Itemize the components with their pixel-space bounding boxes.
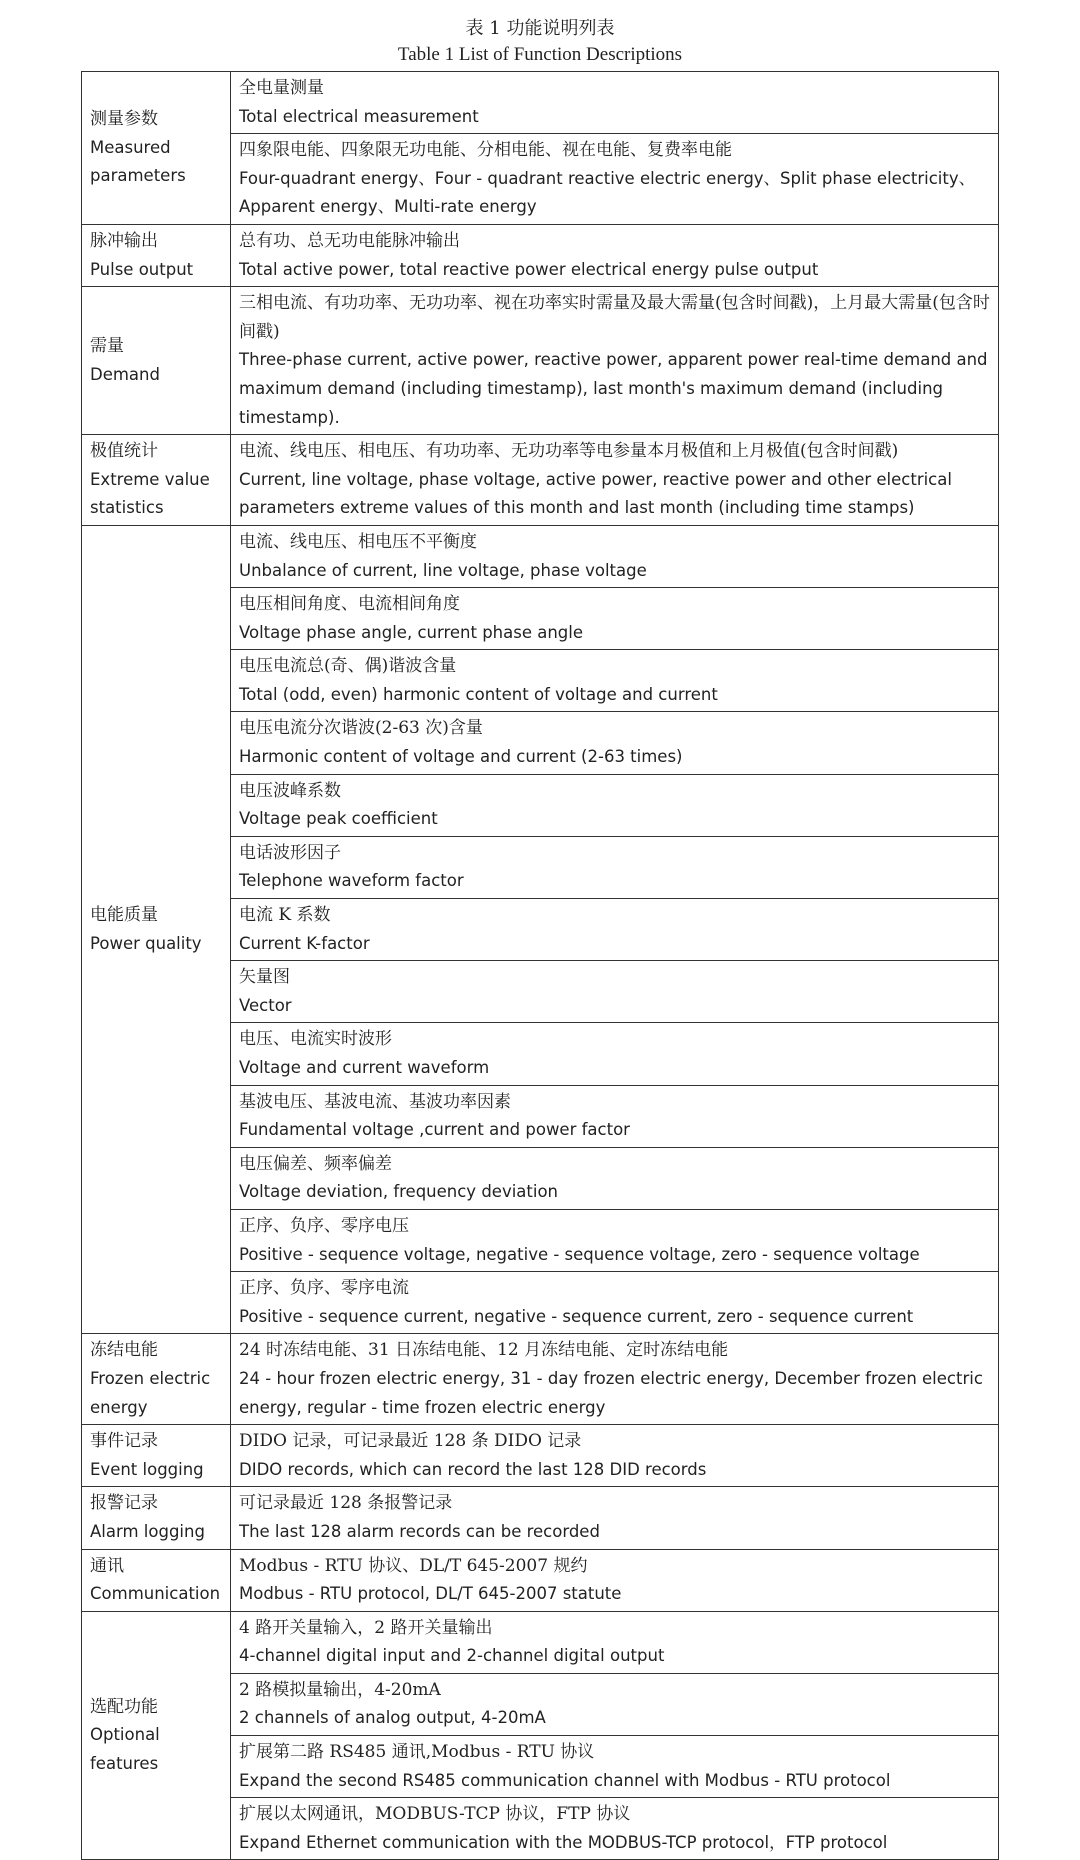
table-row bbox=[82, 1611, 999, 1673]
category-cn: 测量参数 bbox=[90, 109, 158, 130]
description-cell bbox=[231, 224, 999, 286]
description-cell bbox=[231, 650, 999, 712]
category-en: Event logging bbox=[90, 1459, 204, 1479]
description-cn: 全电量测量 bbox=[239, 78, 324, 98]
category-en: Frozen electric energy bbox=[90, 1368, 211, 1417]
category-en: Pulse output bbox=[90, 259, 194, 279]
description-cell bbox=[231, 1023, 999, 1085]
category-cell bbox=[82, 1425, 231, 1487]
category-cell bbox=[82, 224, 231, 286]
description-en: Vector bbox=[239, 995, 292, 1015]
description-cn: Modbus - RTU 协议、DL/T 645-2007 规约 bbox=[239, 1555, 588, 1576]
description-cell bbox=[231, 588, 999, 650]
description-en: Modbus - RTU protocol, DL/T 645-2007 statute bbox=[239, 1584, 622, 1604]
category-cell bbox=[82, 287, 231, 435]
table-title-en: Table 1 List of Function Descriptions bbox=[397, 44, 683, 65]
description-cell bbox=[231, 1425, 999, 1487]
table-row bbox=[82, 72, 999, 134]
description-cn: 三相电流、有功功率、无功功率、视在功率实时需量及最大需量(包含时间戳)，上月最大需量(包含时间戳) bbox=[239, 293, 990, 342]
category-en: Communication bbox=[90, 1584, 221, 1604]
description-cell bbox=[231, 1147, 999, 1209]
table-row bbox=[82, 287, 999, 435]
table-row bbox=[82, 1334, 999, 1425]
description-en: Harmonic content of voltage and current (2-63 times) bbox=[239, 747, 683, 767]
category-cn: 极值统计 bbox=[90, 441, 158, 462]
description-en: Expand Ethernet communication with the MODBUS-TCP protocol，FTP protocol bbox=[239, 1832, 888, 1852]
table-title-cn: 表 1 功能说明列表 bbox=[465, 18, 615, 39]
category-en: Alarm logging bbox=[90, 1521, 205, 1541]
category-cell bbox=[82, 72, 231, 225]
table-row bbox=[82, 224, 999, 286]
description-en: Total active power, total reactive power electrical energy pulse output bbox=[239, 259, 819, 279]
category-cn: 需量 bbox=[90, 336, 124, 357]
description-en: 24 - hour frozen electric energy, 31 - day frozen electric energy, December frozen electric energy, regular - time frozen electric energy bbox=[239, 1368, 983, 1417]
category-en: Measured parameters bbox=[90, 137, 186, 186]
description-cn: 可记录最近 128 条报警记录 bbox=[239, 1493, 453, 1514]
category-cn: 报警记录 bbox=[90, 1493, 158, 1514]
description-cell bbox=[231, 899, 999, 961]
description-en: Total (odd, even) harmonic content of voltage and current bbox=[239, 684, 718, 704]
description-cell bbox=[231, 1272, 999, 1334]
description-cn: 矢量图 bbox=[239, 967, 290, 988]
description-cell bbox=[231, 961, 999, 1023]
table-row bbox=[82, 1549, 999, 1611]
description-cn: 四象限电能、四象限无功电能、分相电能、视在电能、复费率电能 bbox=[239, 140, 732, 161]
category-cn: 事件记录 bbox=[90, 1431, 158, 1452]
category-en: Demand bbox=[90, 364, 160, 384]
description-en: Unbalance of current, line voltage, phase voltage bbox=[239, 560, 647, 580]
description-cn: 电压偏差、频率偏差 bbox=[239, 1153, 392, 1174]
description-en: Voltage and current waveform bbox=[239, 1058, 490, 1077]
description-en: Four-quadrant energy、Four - quadrant reactive electric energy、Split phase electricity、Apparent energy、Multi-rate energy bbox=[239, 168, 976, 217]
description-cell bbox=[231, 435, 999, 526]
description-en: Total electrical measurement bbox=[239, 106, 479, 126]
description-cn: 24 时冻结电能、31 日冻结电能、12 月冻结电能、定时冻结电能 bbox=[239, 1340, 729, 1361]
table-row bbox=[82, 525, 999, 587]
description-cell bbox=[231, 1487, 999, 1549]
category-cn: 选配功能 bbox=[90, 1696, 158, 1717]
description-cell bbox=[231, 1798, 999, 1860]
description-cell bbox=[231, 525, 999, 587]
description-cell bbox=[231, 774, 999, 836]
description-cell bbox=[231, 1611, 999, 1673]
category-cn: 电能质量 bbox=[90, 905, 158, 926]
description-cn: 电流、线电压、相电压、有功功率、无功功率等电参量本月极值和上月极值(包含时间戳) bbox=[239, 441, 899, 462]
category-cell bbox=[82, 435, 231, 526]
description-en: 2 channels of analog output, 4-20mA bbox=[239, 1708, 546, 1728]
description-cn: 扩展第二路 RS485 通讯,Modbus - RTU 协议 bbox=[239, 1742, 595, 1763]
description-cell bbox=[231, 1549, 999, 1611]
description-cn: DIDO 记录，可记录最近 128 条 DIDO 记录 bbox=[239, 1431, 582, 1452]
category-en: Optional features bbox=[90, 1725, 160, 1773]
description-cell bbox=[231, 1673, 999, 1735]
description-en: 4-channel digital input and 2-channel digital output bbox=[239, 1646, 665, 1666]
category-cell bbox=[82, 1334, 231, 1425]
table-row bbox=[82, 1425, 999, 1487]
description-en: Voltage phase angle, current phase angle bbox=[239, 622, 584, 642]
description-en: Three-phase current, active power, reactive power, apparent power real-time demand and maximum demand (including timestamp), last month's maximum demand (including timestamp). bbox=[239, 350, 988, 427]
category-cell bbox=[82, 1549, 231, 1611]
description-cell bbox=[231, 712, 999, 774]
description-en: Telephone waveform factor bbox=[239, 871, 464, 891]
category-en: Power quality bbox=[90, 933, 202, 953]
description-cn: 2 路模拟量输出，4-20mA bbox=[239, 1679, 441, 1700]
category-cell bbox=[82, 1611, 231, 1860]
description-en: Voltage deviation, frequency deviation bbox=[239, 1182, 559, 1202]
description-cn: 电压电流总(奇、偶)谐波含量 bbox=[239, 656, 457, 677]
description-cn: 电压、电流实时波形 bbox=[239, 1029, 392, 1050]
description-cn: 扩展以太网通讯，MODBUS-TCP 协议，FTP 协议 bbox=[239, 1804, 631, 1825]
description-en: Expand the second RS485 communication channel with Modbus - RTU protocol bbox=[239, 1770, 891, 1790]
description-cell bbox=[231, 1334, 999, 1425]
category-cell bbox=[82, 525, 231, 1333]
category-en: Extreme value statistics bbox=[90, 469, 210, 518]
description-en: Voltage peak coefficient bbox=[239, 809, 438, 829]
category-cn: 通讯 bbox=[90, 1555, 124, 1576]
description-cell bbox=[231, 72, 999, 134]
description-cell bbox=[231, 1209, 999, 1271]
table-row bbox=[82, 435, 999, 526]
description-cn: 正序、负序、零序电流 bbox=[239, 1278, 409, 1299]
description-cn: 电压电流分次谐波(2-63 次)含量 bbox=[239, 718, 483, 739]
category-cn: 脉冲输出 bbox=[90, 230, 158, 251]
description-en: Positive - sequence current, negative - sequence current, zero - sequence current bbox=[239, 1306, 914, 1326]
description-cell bbox=[231, 287, 999, 435]
description-cn: 电流、线电压、相电压不平衡度 bbox=[239, 531, 477, 552]
function-table bbox=[81, 71, 999, 1860]
description-cn: 基波电压、基波电流、基波功率因素 bbox=[239, 1091, 511, 1112]
description-cn: 总有功、总无功电能脉冲输出 bbox=[239, 230, 460, 251]
description-cn: 电压相间角度、电流相间角度 bbox=[239, 594, 460, 615]
description-en: Fundamental voltage ,current and power factor bbox=[239, 1120, 630, 1140]
description-cn: 电压波峰系数 bbox=[239, 780, 341, 801]
description-en: Current, line voltage, phase voltage, active power, reactive power and other electrical parameters extreme values of this month and last month (including time stamps) bbox=[239, 469, 952, 518]
description-cell bbox=[231, 1736, 999, 1798]
description-cell bbox=[231, 1085, 999, 1147]
description-cn: 正序、负序、零序电压 bbox=[239, 1215, 409, 1236]
description-en: Current K-factor bbox=[239, 933, 370, 953]
description-cn: 电流 K 系数 bbox=[239, 905, 331, 926]
table-row bbox=[82, 1487, 999, 1549]
description-cn: 电话波形因子 bbox=[239, 842, 341, 863]
category-cell bbox=[82, 1487, 231, 1549]
category-cn: 冻结电能 bbox=[90, 1340, 158, 1361]
description-cell bbox=[231, 836, 999, 898]
description-cell bbox=[231, 134, 999, 225]
description-en: DIDO records, which can record the last 128 DID records bbox=[239, 1459, 707, 1479]
description-en: Positive - sequence voltage, negative - sequence voltage, zero - sequence voltage bbox=[239, 1244, 920, 1264]
description-en: The last 128 alarm records can be recorded bbox=[239, 1521, 600, 1541]
description-cn: 4 路开关量输入，2 路开关量输出 bbox=[239, 1617, 493, 1638]
